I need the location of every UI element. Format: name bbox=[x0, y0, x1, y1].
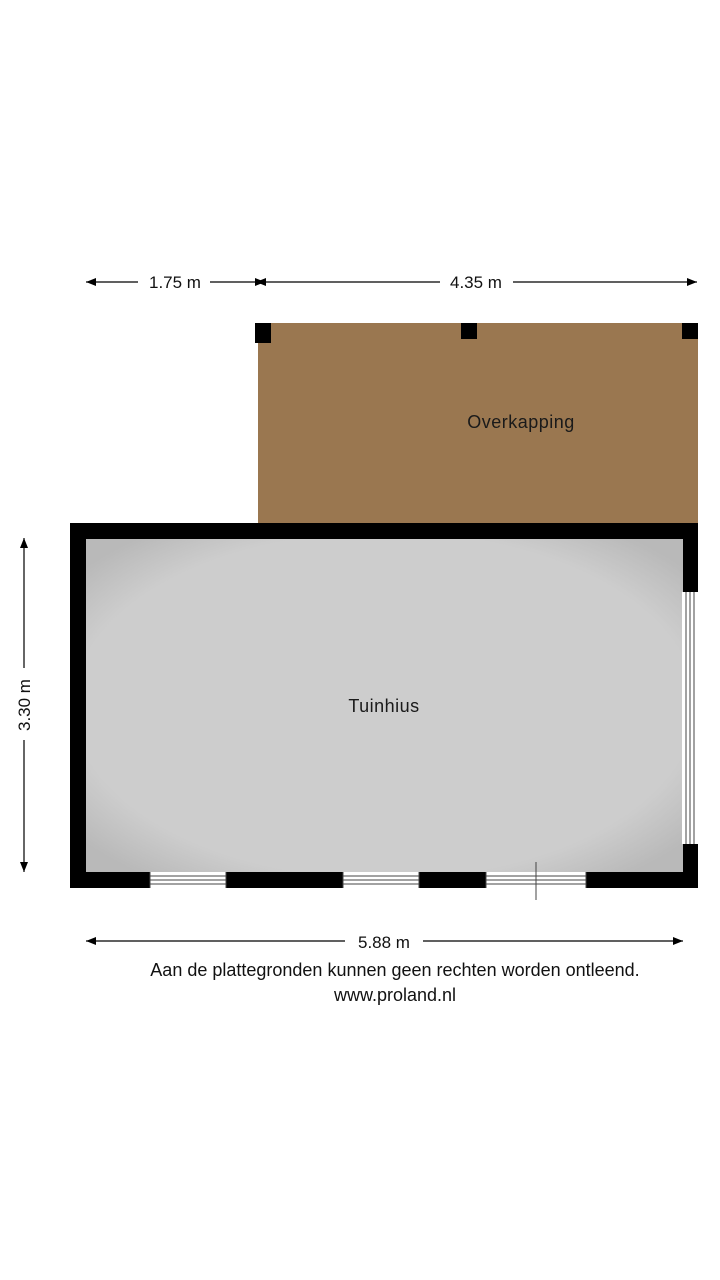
dimension-label-3-30: 3.30 m bbox=[15, 679, 34, 731]
post-left bbox=[255, 323, 271, 343]
dimension-label-4-35: 4.35 m bbox=[450, 273, 502, 292]
covered-area bbox=[255, 323, 698, 526]
post-middle bbox=[461, 323, 477, 339]
room-label-tuinhius: Tuinhius bbox=[348, 696, 420, 716]
garden-house bbox=[70, 523, 698, 900]
room-label-overkapping: Overkapping bbox=[467, 412, 575, 432]
post-right bbox=[682, 323, 698, 339]
bottom-window-2 bbox=[343, 872, 419, 888]
bottom-dimension bbox=[86, 933, 683, 952]
top-dimension bbox=[86, 273, 697, 292]
dimension-label-5-88: 5.88 m bbox=[358, 933, 410, 952]
website-text: www.proland.nl bbox=[333, 985, 457, 1005]
bottom-window-1 bbox=[150, 872, 226, 888]
disclaimer-text: Aan de plattegronden kunnen geen rechten worden ontleend. bbox=[150, 960, 640, 980]
left-dimension bbox=[15, 538, 34, 872]
dimension-label-1-75: 1.75 m bbox=[149, 273, 201, 292]
